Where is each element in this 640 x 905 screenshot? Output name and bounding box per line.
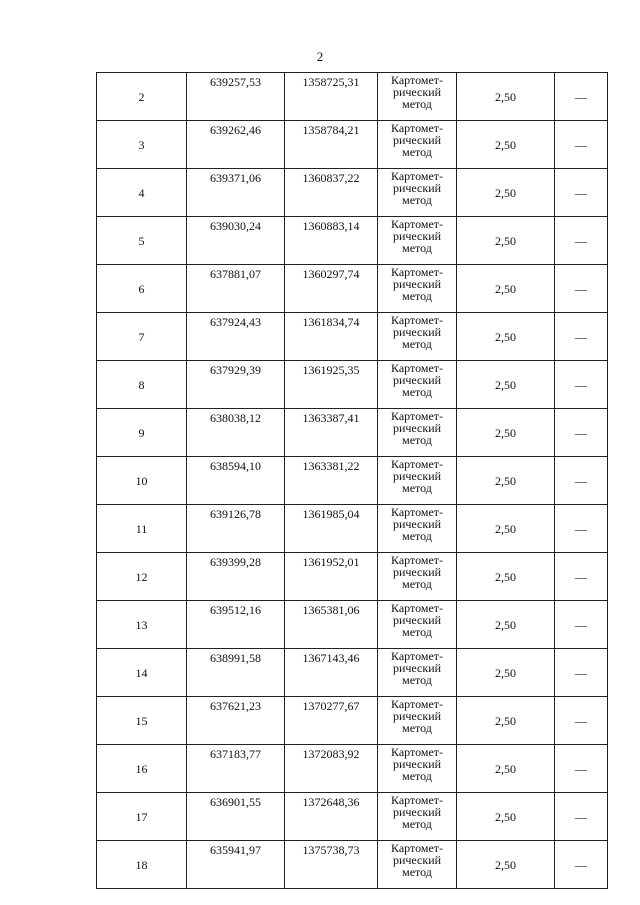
accuracy-cell: 2,50 <box>457 73 555 121</box>
method-cell <box>378 649 457 697</box>
description-cell: — <box>555 361 608 409</box>
point-number-cell: 8 <box>97 361 187 409</box>
point-number-cell: 10 <box>97 457 187 505</box>
method-line: Картомет- <box>390 73 444 87</box>
method-line: рический <box>392 469 442 483</box>
method-line: рический <box>392 709 442 723</box>
x-coordinate-cell: 639262,46 <box>187 121 285 169</box>
method-line: метод <box>402 865 432 879</box>
x-coordinate-cell: 638594,10 <box>187 457 285 505</box>
x-coordinate-cell: 636901,55 <box>187 793 285 841</box>
y-coordinate-cell: 1360837,22 <box>285 169 378 217</box>
method-cell <box>378 313 457 361</box>
method-line: Картомет- <box>390 601 444 615</box>
x-coordinate-cell: 639030,24 <box>187 217 285 265</box>
x-coordinate-cell: 637183,77 <box>187 745 285 793</box>
description-cell: — <box>555 601 608 649</box>
y-coordinate-cell: 1363381,22 <box>285 457 378 505</box>
method-line: Картомет- <box>390 121 444 135</box>
y-coordinate-cell: 1361834,74 <box>285 313 378 361</box>
accuracy-cell: 2,50 <box>457 265 555 313</box>
method-cell <box>378 505 457 553</box>
x-coordinate-cell: 638038,12 <box>187 409 285 457</box>
method-line: рический <box>392 181 442 195</box>
x-coordinate-cell: 637924,43 <box>187 313 285 361</box>
method-line: метод <box>402 145 432 159</box>
y-coordinate-cell: 1372648,36 <box>285 793 378 841</box>
point-number-cell: 7 <box>97 313 187 361</box>
method-line: Картомет- <box>390 745 444 759</box>
y-coordinate-cell: 1365381,06 <box>285 601 378 649</box>
point-number-cell: 5 <box>97 217 187 265</box>
description-cell: — <box>555 313 608 361</box>
accuracy-cell: 2,50 <box>457 601 555 649</box>
point-number-cell: 11 <box>97 505 187 553</box>
method-line: рический <box>392 133 442 147</box>
x-coordinate-cell: 639399,28 <box>187 553 285 601</box>
table-row <box>97 73 608 121</box>
method-line: рический <box>392 805 442 819</box>
description-cell: — <box>555 409 608 457</box>
x-coordinate-cell: 639371,06 <box>187 169 285 217</box>
x-coordinate-cell: 639512,16 <box>187 601 285 649</box>
table-row <box>97 697 608 745</box>
method-line: рический <box>392 565 442 579</box>
point-number-cell: 6 <box>97 265 187 313</box>
method-line: метод <box>402 433 432 447</box>
method-line: рический <box>392 373 442 387</box>
method-line: Картомет- <box>390 457 444 471</box>
description-cell: — <box>555 217 608 265</box>
point-number-cell: 2 <box>97 73 187 121</box>
point-number-cell: 16 <box>97 745 187 793</box>
method-line: Картомет- <box>390 313 444 327</box>
y-coordinate-cell: 1372083,92 <box>285 745 378 793</box>
table-row <box>97 313 608 361</box>
coordinates-table <box>96 72 608 889</box>
method-cell <box>378 265 457 313</box>
x-coordinate-cell: 638991,58 <box>187 649 285 697</box>
table-row <box>97 265 608 313</box>
y-coordinate-cell: 1361985,04 <box>285 505 378 553</box>
table-row <box>97 649 608 697</box>
description-cell: — <box>555 457 608 505</box>
method-cell <box>378 841 457 889</box>
point-number-cell: 14 <box>97 649 187 697</box>
method-line: Картомет- <box>390 697 444 711</box>
point-number-cell: 15 <box>97 697 187 745</box>
method-line: рический <box>392 661 442 675</box>
method-line: метод <box>402 385 432 399</box>
description-cell: — <box>555 697 608 745</box>
accuracy-cell: 2,50 <box>457 553 555 601</box>
y-coordinate-cell: 1363387,41 <box>285 409 378 457</box>
description-cell: — <box>555 553 608 601</box>
accuracy-cell: 2,50 <box>457 505 555 553</box>
method-cell <box>378 409 457 457</box>
description-cell: — <box>555 745 608 793</box>
description-cell: — <box>555 265 608 313</box>
page-number: 2 <box>316 49 324 64</box>
point-number-cell: 9 <box>97 409 187 457</box>
method-cell <box>378 361 457 409</box>
method-line: метод <box>402 529 432 543</box>
y-coordinate-cell: 1361952,01 <box>285 553 378 601</box>
method-cell <box>378 793 457 841</box>
method-line: метод <box>402 817 432 831</box>
method-cell <box>378 73 457 121</box>
method-line: Картомет- <box>390 649 444 663</box>
method-line: метод <box>402 577 432 591</box>
accuracy-cell: 2,50 <box>457 457 555 505</box>
accuracy-cell: 2,50 <box>457 169 555 217</box>
accuracy-cell: 2,50 <box>457 361 555 409</box>
accuracy-cell: 2,50 <box>457 649 555 697</box>
table-row <box>97 169 608 217</box>
method-line: метод <box>402 337 432 351</box>
y-coordinate-cell: 1367143,46 <box>285 649 378 697</box>
point-number-cell: 4 <box>97 169 187 217</box>
table-row <box>97 505 608 553</box>
accuracy-cell: 2,50 <box>457 217 555 265</box>
method-cell <box>378 553 457 601</box>
description-cell: — <box>555 121 608 169</box>
table-row <box>97 217 608 265</box>
method-cell <box>378 457 457 505</box>
method-line: рический <box>392 325 442 339</box>
method-line: рический <box>392 853 442 867</box>
method-line: рический <box>392 517 442 531</box>
method-line: Картомет- <box>390 793 444 807</box>
table-row <box>97 601 608 649</box>
method-line: метод <box>402 721 432 735</box>
method-line: метод <box>402 193 432 207</box>
description-cell: — <box>555 169 608 217</box>
point-number-cell: 13 <box>97 601 187 649</box>
accuracy-cell: 2,50 <box>457 841 555 889</box>
method-line: Картомет- <box>390 217 444 231</box>
method-line: рический <box>392 277 442 291</box>
y-coordinate-cell: 1358784,21 <box>285 121 378 169</box>
method-line: Картомет- <box>390 361 444 375</box>
point-number-cell: 17 <box>97 793 187 841</box>
accuracy-cell: 2,50 <box>457 745 555 793</box>
table-row <box>97 553 608 601</box>
description-cell: — <box>555 73 608 121</box>
method-line: метод <box>402 769 432 783</box>
x-coordinate-cell: 639126,78 <box>187 505 285 553</box>
x-coordinate-cell: 637929,39 <box>187 361 285 409</box>
method-line: рический <box>392 613 442 627</box>
point-number-cell: 3 <box>97 121 187 169</box>
accuracy-cell: 2,50 <box>457 409 555 457</box>
description-cell: — <box>555 649 608 697</box>
method-line: Картомет- <box>390 409 444 423</box>
y-coordinate-cell: 1370277,67 <box>285 697 378 745</box>
table-row <box>97 745 608 793</box>
method-line: рический <box>392 229 442 243</box>
method-line: Картомет- <box>390 265 444 279</box>
accuracy-cell: 2,50 <box>457 697 555 745</box>
x-coordinate-cell: 637881,07 <box>187 265 285 313</box>
y-coordinate-cell: 1360297,74 <box>285 265 378 313</box>
coordinates-table-body <box>97 73 608 889</box>
table-row <box>97 361 608 409</box>
method-line: рический <box>392 757 442 771</box>
method-line: Картомет- <box>390 505 444 519</box>
method-cell <box>378 121 457 169</box>
accuracy-cell: 2,50 <box>457 793 555 841</box>
point-number-cell: 18 <box>97 841 187 889</box>
method-cell <box>378 601 457 649</box>
description-cell: — <box>555 841 608 889</box>
table-row <box>97 121 608 169</box>
method-cell <box>378 697 457 745</box>
method-line: рический <box>392 421 442 435</box>
method-cell <box>378 745 457 793</box>
accuracy-cell: 2,50 <box>457 313 555 361</box>
method-line: Картомет- <box>390 841 444 855</box>
point-number-cell: 12 <box>97 553 187 601</box>
x-coordinate-cell: 637621,23 <box>187 697 285 745</box>
method-line: метод <box>402 241 432 255</box>
method-line: рический <box>392 85 442 99</box>
accuracy-cell: 2,50 <box>457 121 555 169</box>
method-line: метод <box>402 673 432 687</box>
method-line: метод <box>402 289 432 303</box>
y-coordinate-cell: 1361925,35 <box>285 361 378 409</box>
method-cell <box>378 217 457 265</box>
y-coordinate-cell: 1360883,14 <box>285 217 378 265</box>
method-line: Картомет- <box>390 169 444 183</box>
method-line: метод <box>402 97 432 111</box>
method-line: Картомет- <box>390 553 444 567</box>
x-coordinate-cell: 635941,97 <box>187 841 285 889</box>
table-row <box>97 409 608 457</box>
y-coordinate-cell: 1375738,73 <box>285 841 378 889</box>
table-row <box>97 793 608 841</box>
method-cell <box>378 169 457 217</box>
y-coordinate-cell: 1358725,31 <box>285 73 378 121</box>
description-cell: — <box>555 505 608 553</box>
description-cell: — <box>555 793 608 841</box>
table-row <box>97 457 608 505</box>
table-row <box>97 841 608 889</box>
x-coordinate-cell: 639257,53 <box>187 73 285 121</box>
method-line: метод <box>402 625 432 639</box>
method-line: метод <box>402 481 432 495</box>
